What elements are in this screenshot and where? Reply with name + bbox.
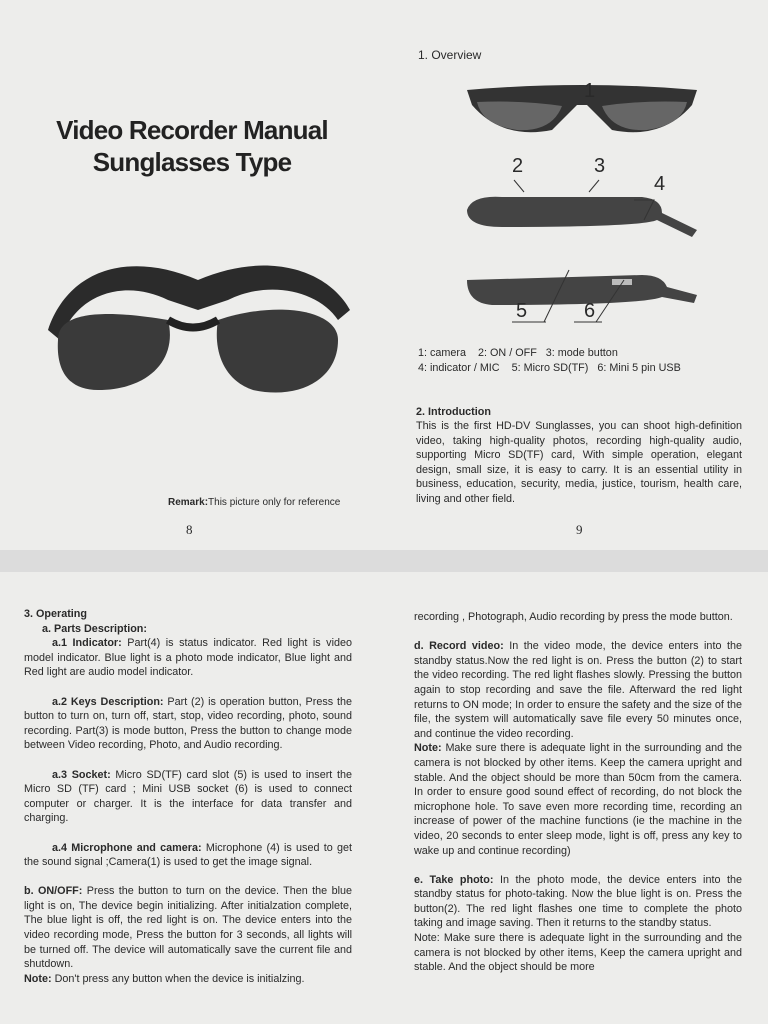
parts-description-heading: a. Parts Description: (42, 622, 148, 635)
record-video-text: In the video mode, the device enters into the standby status.Now the red light is on. Press the button (2) to start the video recording. The red light flashes slowly. Pressing the button again to stop recording and save the file. Afterward the red light returns to ON mode; In order to ensure the safety and the size of the file, the system will automatically save file every 50 minutes once, and continue the video recording. (414, 640, 742, 740)
record-note-paragraph (414, 741, 742, 858)
note-text: Don't press any button when the device is initialzing. (51, 972, 305, 985)
onoff-paragraph (24, 884, 352, 972)
a3-paragraph (24, 768, 352, 826)
callout-6: 6 (584, 300, 596, 322)
a4-label: a.4 Microphone and camera: (52, 841, 202, 854)
onoff-label: b. ON/OFF: (24, 885, 83, 898)
a3-label: a.3 Socket: (52, 768, 111, 781)
a1-text: Part(4) is status indicator. Red light is video model indicator. Blue light is a photo mode indicator, Blue light and Red light are audio model indicator. (24, 637, 352, 679)
remark-text: This picture only for reference (208, 497, 341, 508)
callout-3: 3 (594, 155, 606, 177)
operating-heading: 3. Operating (24, 608, 87, 620)
remark-label: Remark: (168, 497, 209, 508)
record-note-label: Note: (414, 742, 442, 755)
a1-label: a.1 Indicator: (52, 637, 122, 650)
sunglasses-photo (38, 240, 358, 410)
legend-line-1: 1: camera 2: ON / OFF 3: mode button (418, 347, 618, 359)
a2-label: a.2 Keys Description: (52, 695, 164, 708)
a2-text: Part (2) is operation button, Press the button to turn on, turn off, start, stop, video recording, photo, sound recording. Part(3) is mode button, Press the button to change mode between Video recording, Photo, and Audio recording. (24, 695, 352, 752)
page-9 (384, 0, 768, 550)
page-11 (384, 572, 768, 1024)
callout-2: 2 (512, 155, 524, 177)
a4-text: Microphone (4) is used to get the sound signal ;Camera(1) is used to get the image signal. (24, 841, 352, 869)
a3-text: Micro SD(TF) card slot (5) is used to insert the Micro SD (TF) card ; Mini USB socket (6) is used to connect computer or charger. It is the interface for data transfer and charging. (24, 768, 352, 825)
a4-paragraph (24, 841, 352, 870)
page-10 (0, 572, 384, 1024)
a1-paragraph (24, 636, 352, 680)
callout-4: 4 (654, 173, 666, 195)
continued-text: recording , Photograph, Audio recording by press the mode button. (414, 611, 733, 623)
record-video-paragraph (414, 639, 742, 741)
overview-heading: 1. Overview (418, 48, 482, 62)
photo-note-paragraph: Note: Make sure there is adequate light in the surrounding and the camera is not blocked by other items, Keep the camera upright and stable. And the object should be more (414, 932, 742, 974)
note-label: Note: (24, 972, 52, 985)
onoff-text: Press the button to turn on the device. Then the blue light is on, The device begin initializing. After initialzation complete, The blue light is off, the red light is on. The device enters into the video recording mode, Press the button for 3 seconds, all lights will be turned off. The device will automatically save the current file and shutdown. (24, 885, 352, 971)
callout-1: 1 (584, 80, 596, 102)
intro-heading: 2. Introduction (416, 406, 491, 418)
legend-line-2: 4: indicator / MIC 5: Micro SD(TF) 6: Mini 5 pin USB (418, 362, 681, 374)
page-number: 8 (186, 522, 193, 537)
a2-paragraph (24, 695, 352, 753)
callout-lines (384, 0, 768, 340)
manual-subtitle: Sunglasses Type (92, 147, 292, 177)
intro-text: This is the first HD-DV Sunglasses, you can shoot high-definition video, taking high-quality photos, recording high-quality audio, supporting Micro SD(TF) card, With simple operation, elegant design, small size, it is easy to carry. It is an essential utility in business, education, security, media, justice, tourism, health care, living and other field. (416, 420, 742, 505)
note-paragraph (24, 972, 352, 987)
page-number: 9 (576, 522, 583, 537)
record-video-label: d. Record video: (414, 640, 504, 653)
manual-title: Video Recorder Manual (56, 115, 328, 145)
callout-5: 5 (516, 300, 528, 322)
record-note-text: Make sure there is adequate light in the surrounding and the camera is not blocked by other items. Keep the camera upright and stable. And the object should be more than 50cm from the camera. In order to ensure good sound effect of recording, do not block the microphone hole. To save even more recording time, recording an increase of power of the machine functions (ie the machine in the video, 20 seconds to enter sleep mode, light is off, press any key to wake up and continue recording) (414, 742, 742, 857)
take-photo-label: e. Take photo: (414, 873, 494, 886)
take-photo-paragraph (414, 873, 742, 931)
take-photo-text: In the photo mode, the device enters into the standby status for photo-taking. Now the blue light is on. Press the button(2). The red light flashes one time to complete the photo taking and image saving. Then it returns to the standby status. (414, 873, 742, 930)
page-8 (0, 0, 384, 550)
